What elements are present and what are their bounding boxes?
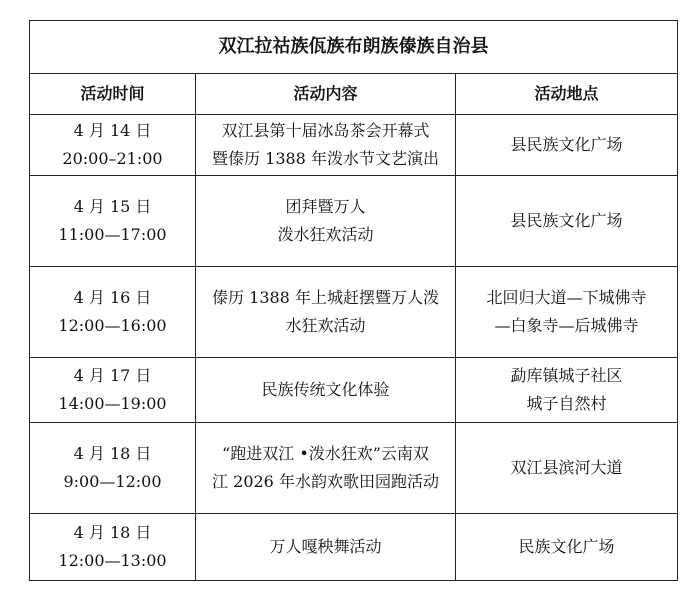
table-row (30, 176, 678, 267)
content-cell (196, 358, 456, 423)
table-title: 双江拉祜族佤族布朗族傣族自治县 (30, 21, 678, 74)
event-time: 9:00—12:00 (63, 472, 162, 491)
location-cell (456, 267, 678, 358)
time-cell (30, 176, 196, 267)
event-date: 4 月 18 日 (73, 523, 152, 542)
event-content-line: 傣历 1388 年上城赶摆暨万人泼 (212, 288, 439, 307)
event-date: 4 月 16 日 (73, 288, 152, 307)
header-location: 活动地点 (456, 74, 678, 115)
event-time: 11:00—17:00 (58, 225, 167, 244)
table-row (30, 514, 678, 581)
event-date: 4 月 18 日 (73, 444, 152, 463)
header-content: 活动内容 (196, 74, 456, 115)
event-content-line: 民族传统文化体验 (261, 380, 390, 399)
table-header-row (30, 74, 678, 115)
event-time: 12:00—13:00 (58, 551, 167, 570)
location-cell (456, 358, 678, 423)
event-location-line: 北回归大道—下城佛寺 (486, 288, 647, 307)
table-row (30, 267, 678, 358)
event-time: 12:00—16:00 (58, 316, 167, 335)
event-date: 4 月 17 日 (73, 366, 152, 385)
event-location-line: 勐库镇城子社区 (510, 366, 623, 385)
time-cell (30, 514, 196, 581)
time-cell (30, 115, 196, 176)
event-date: 4 月 15 日 (73, 197, 152, 216)
event-content-line: 暨傣历 1388 年泼水节文艺演出 (212, 149, 439, 168)
event-time: 14:00—19:00 (58, 394, 167, 413)
event-time: 20:00–21:00 (62, 149, 163, 168)
event-date: 4 月 14 日 (73, 121, 152, 140)
header-time: 活动时间 (30, 74, 196, 115)
table-row (30, 358, 678, 423)
event-location-line: 城子自然村 (526, 394, 607, 413)
event-content-line: 团拜暨万人 (285, 197, 366, 216)
table-title-row (30, 21, 678, 74)
event-content-line: 江 2026 年水韵欢歌田园跑活动 (212, 472, 439, 491)
location-cell (456, 514, 678, 581)
time-cell (30, 267, 196, 358)
time-cell (30, 423, 196, 514)
table-row (30, 115, 678, 176)
content-cell (196, 514, 456, 581)
content-cell (196, 267, 456, 358)
time-cell (30, 358, 196, 423)
event-location-line: —白象寺—后城佛寺 (494, 316, 639, 335)
event-content-line: “跑进双江 •泼水狂欢”云南双 (222, 444, 429, 463)
schedule-table (29, 20, 678, 581)
content-cell (196, 115, 456, 176)
location-cell (456, 423, 678, 514)
event-content-line: 万人嘎秧舞活动 (269, 537, 382, 556)
event-location-line: 县民族文化广场 (510, 135, 623, 154)
event-location-line: 民族文化广场 (518, 537, 615, 556)
event-content-line: 泼水狂欢活动 (277, 225, 374, 244)
location-cell (456, 176, 678, 267)
location-cell (456, 115, 678, 176)
event-location-line: 县民族文化广场 (510, 211, 623, 230)
content-cell (196, 423, 456, 514)
event-content-line: 水狂欢活动 (285, 316, 366, 335)
event-content-line: 双江县第十届冰岛茶会开幕式 (221, 121, 430, 140)
content-cell (196, 176, 456, 267)
table-row (30, 423, 678, 514)
event-location-line: 双江县滨河大道 (510, 458, 623, 477)
